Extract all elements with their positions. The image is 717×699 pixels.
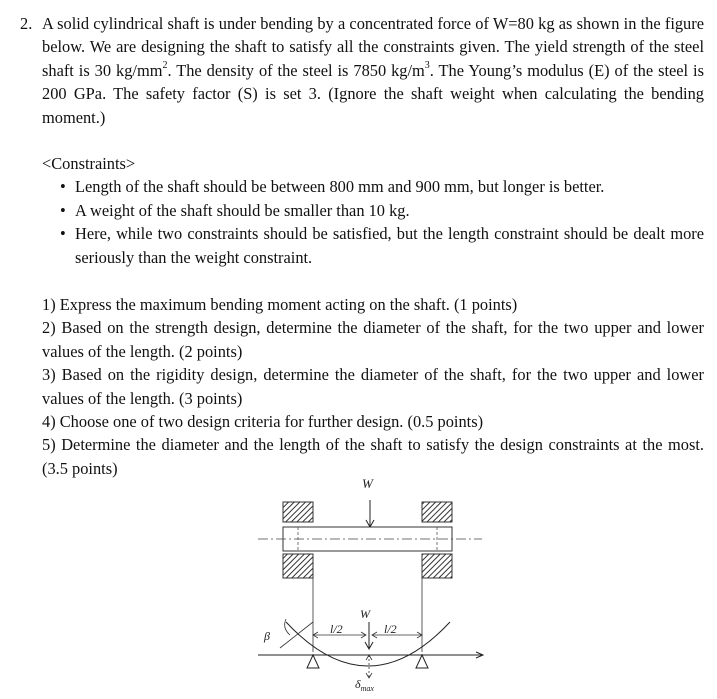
question-item: 1) Express the maximum bending moment acting on the shaft. (1 points) — [42, 295, 518, 314]
bullet-icon: • — [60, 177, 66, 197]
bearing-bottom-left — [283, 554, 313, 578]
unit-superscript-squared: 2 — [162, 60, 168, 72]
question-item: 3) Based on the rigidity design, determine the diameter of the shaft, for the two upper and lower values of the length. (3 points) — [42, 365, 704, 408]
problem-text-part2: . The density of the steel is 7850 kg/m — [167, 60, 425, 80]
question-item: 4) Choose one of two design criteria for further design. (0.5 points) — [42, 412, 484, 432]
mid-load-label: W — [360, 607, 370, 621]
deflection-subscript: max — [360, 684, 374, 693]
bearing-top-left — [283, 502, 313, 522]
angle-arc — [285, 619, 290, 635]
problem-number: 2. — [20, 14, 33, 33]
problem-statement — [20, 12, 704, 129]
constraint-item — [42, 222, 704, 269]
question-item: 5) Determine the diameter and the length of the shaft to satisfy the design constraints at the most. (3.5 points) — [42, 435, 704, 478]
shaft-diagram — [250, 472, 490, 694]
questions-section — [42, 293, 704, 480]
slope-angle-label: β — [264, 629, 270, 643]
problem-text-part3: . The Young’s modulus (E) of the steel is 200 GPa. The safety factor (S) is set 3. (Ignore the shaft weight when calculating the bending moment.) — [42, 60, 704, 127]
half-length-label-right: l/2 — [384, 622, 397, 636]
question-item: 2) Based on the strength design, determine the diameter of the shaft, for the two upper and lower values of the length. (2 points) — [42, 318, 704, 361]
constraint-text: A weight of the shaft should be smaller than 10 kg. — [75, 200, 410, 220]
top-load-label: W — [362, 476, 373, 491]
constraint-text: Length of the shaft should be between 800 mm and 900 mm, but longer is better. — [75, 177, 605, 197]
bullet-icon: • — [60, 224, 66, 244]
problem-text-part1: A solid cylindrical shaft is under bending by a concentrated force of W=80 kg as shown in the figure below. We are designing the shaft to satisfy all the constraints given. The yield strength of the steel shaft is 30 kg/mm — [42, 14, 704, 80]
constraint-item — [42, 175, 704, 198]
support-left — [307, 655, 319, 668]
bullet-icon: • — [60, 200, 66, 220]
bearing-bottom-right — [422, 554, 452, 578]
half-length-label-left: l/2 — [330, 622, 343, 636]
shaft-figure — [250, 472, 490, 694]
unit-superscript-cubed: 3 — [424, 60, 430, 72]
bearing-top-right — [422, 502, 452, 522]
constraints-section — [42, 152, 704, 269]
support-right — [416, 655, 428, 668]
constraint-text: Here, while two constraints should be satisfied, but the length constraint should be dealt more seriously than the weight constraint. — [75, 224, 704, 267]
constraint-item — [42, 199, 704, 222]
deflection-max-label — [355, 677, 374, 693]
constraints-heading: <Constraints> — [42, 154, 136, 173]
problem-text — [42, 12, 704, 129]
constraints-list — [42, 175, 704, 269]
deflection-symbol: δ — [355, 677, 361, 691]
